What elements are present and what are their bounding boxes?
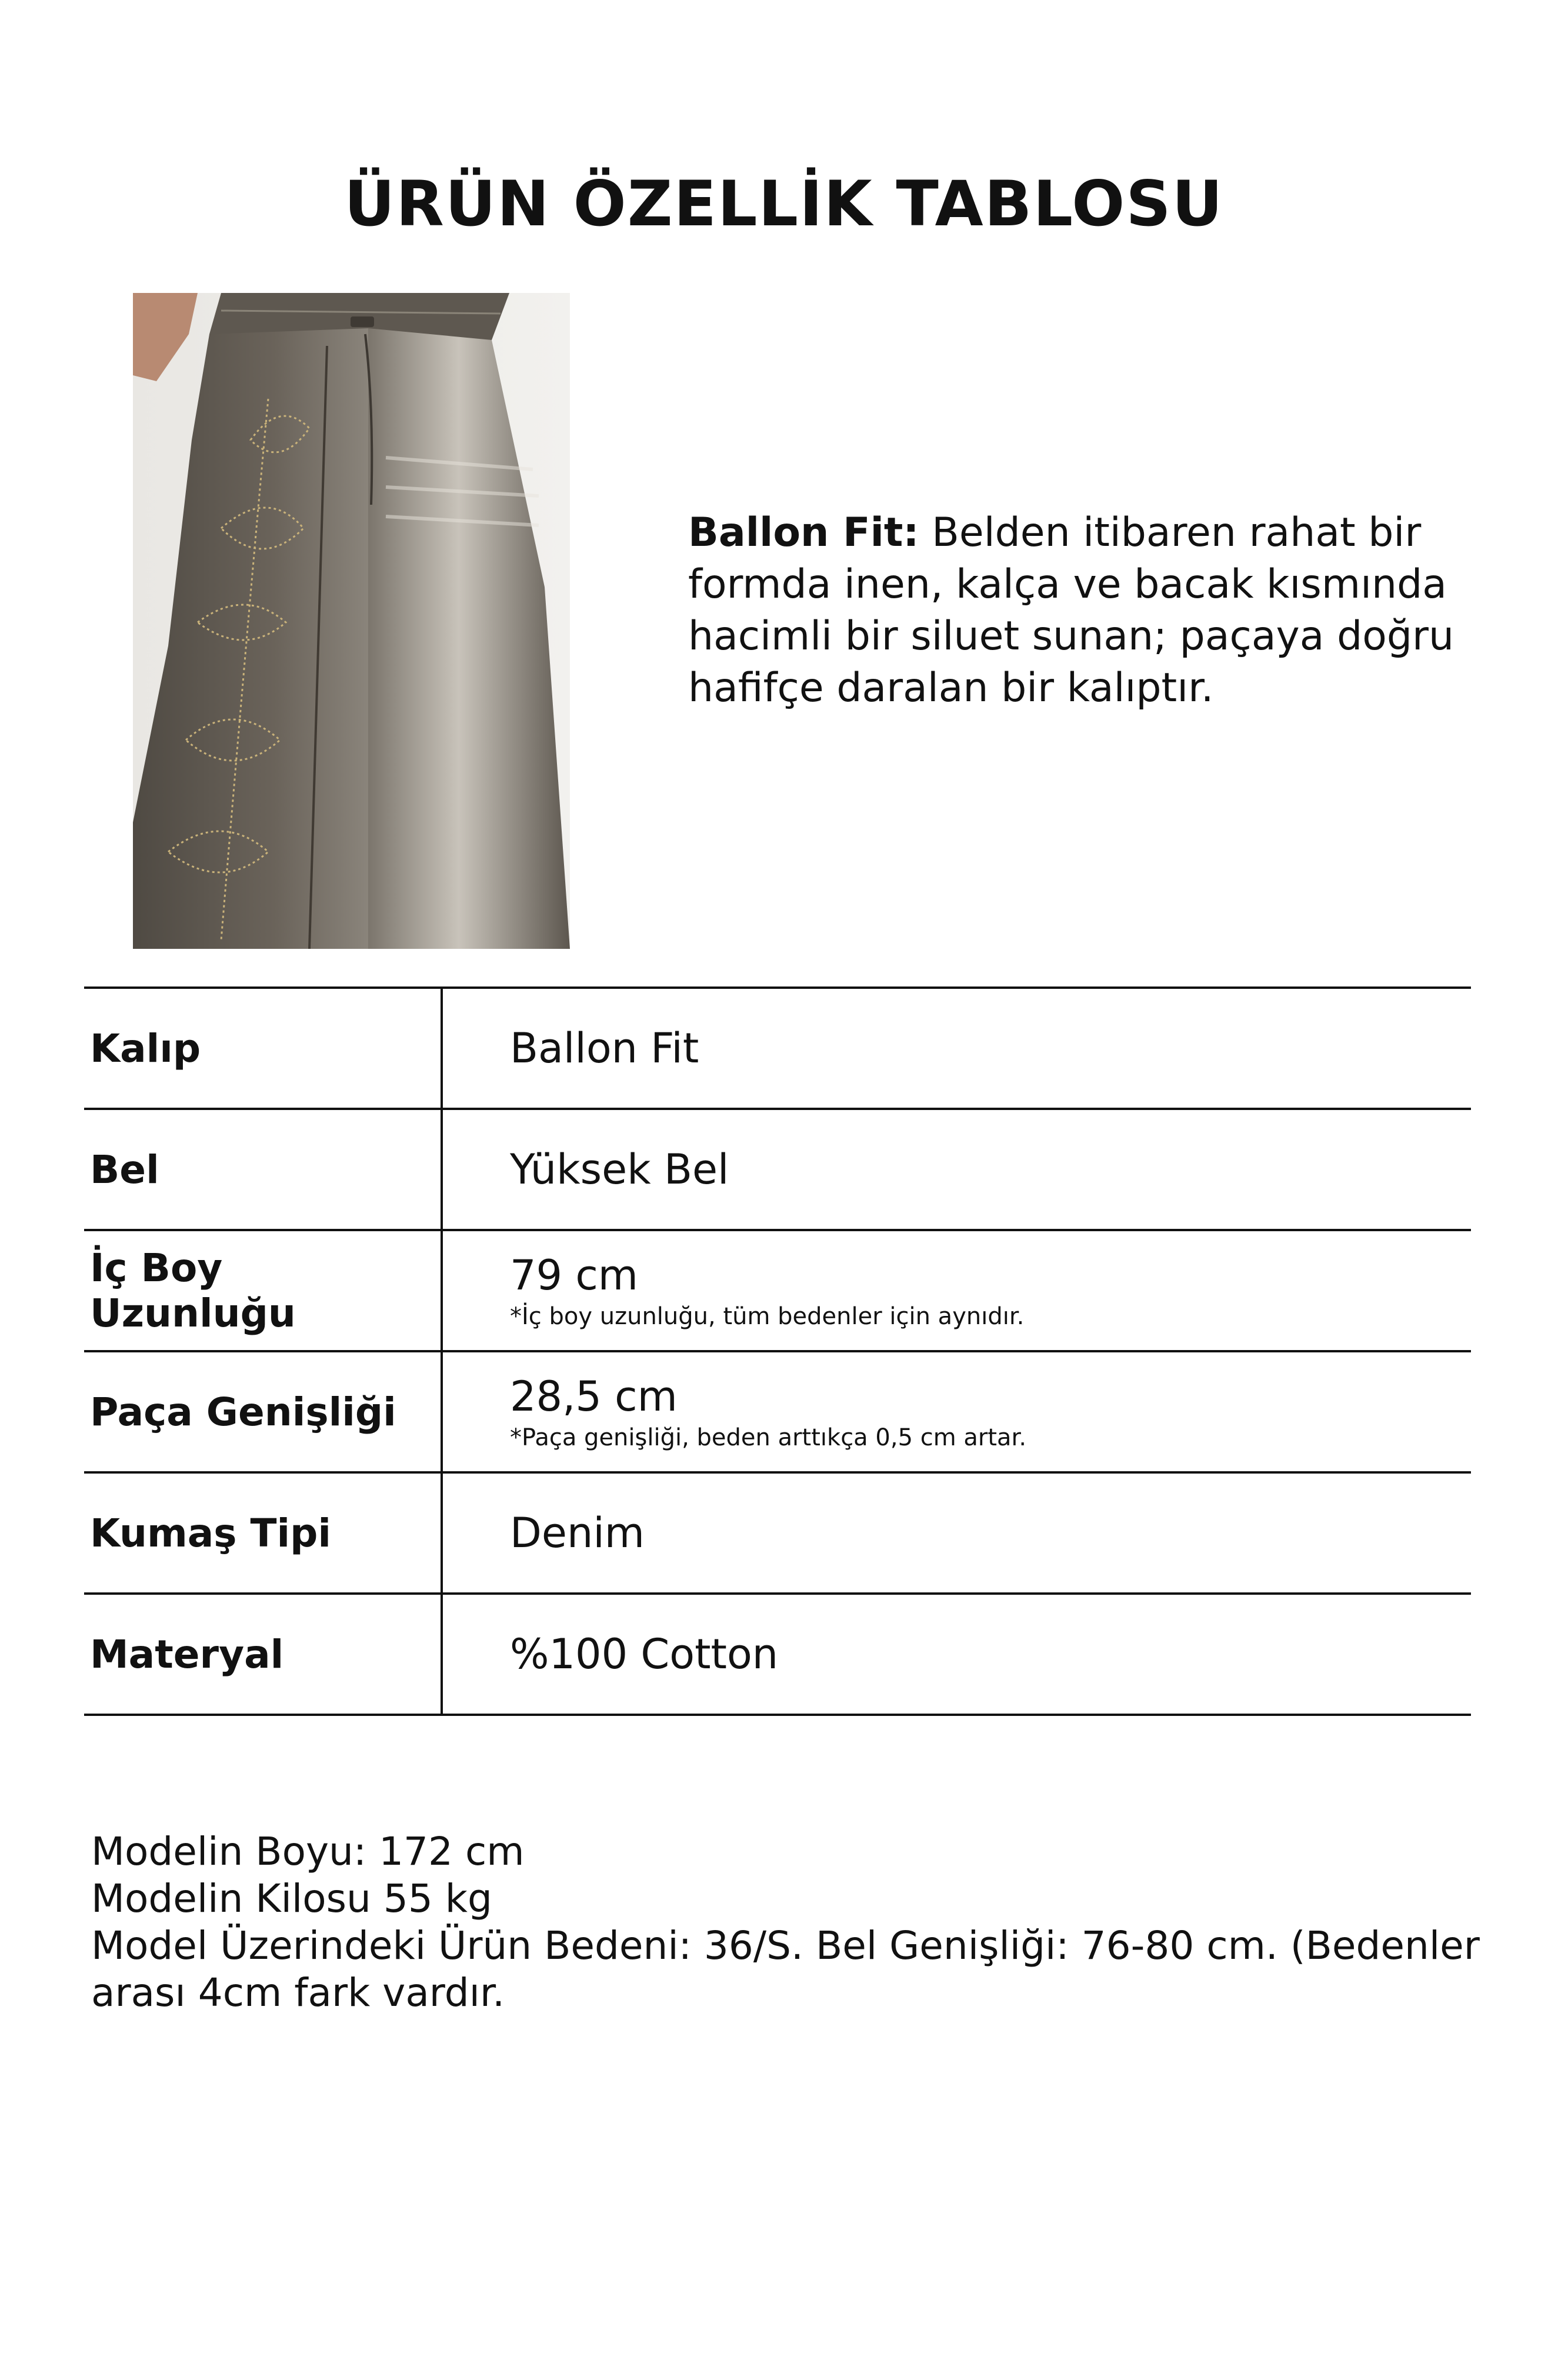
- spec-value-cell: [442, 988, 1471, 1109]
- product-photo: [133, 293, 570, 949]
- spec-key: Bel: [84, 1109, 442, 1230]
- spec-value: %100 Cotton: [510, 1630, 779, 1678]
- spec-value-cell: [442, 1109, 1471, 1230]
- spec-value: 79 cm: [510, 1251, 638, 1299]
- model-height: Modelin Boyu: 172 cm: [91, 1829, 525, 1874]
- spec-note: *Paça genişliği, beden arttıkça 0,5 cm artar.: [510, 1424, 1027, 1451]
- model-size: Model Üzerindeki Ürün Bedeni: 36/S. Bel Genişliği: 76-80 cm. (Bedenler arası 4cm fark vardır.: [91, 1923, 1480, 2015]
- spec-value: Denim: [510, 1509, 645, 1557]
- spec-value-cell: [442, 1594, 1471, 1715]
- spec-value: 28,5 cm: [510, 1372, 678, 1421]
- spec-note: *İç boy uzunluğu, tüm bedenler için aynıdır.: [510, 1303, 1025, 1330]
- spec-key: İç Boy Uzunluğu: [84, 1230, 442, 1351]
- spec-value-cell: [442, 1472, 1471, 1594]
- spec-key: Materyal: [84, 1594, 442, 1715]
- table-row: [84, 1351, 1471, 1472]
- table-row: [84, 1594, 1471, 1715]
- model-weight: Modelin Kilosu 55 kg: [91, 1876, 492, 1921]
- spec-table: [84, 986, 1471, 1716]
- page-title: ÜRÜN ÖZELLİK TABLOSU: [344, 168, 1224, 240]
- spec-value: Ballon Fit: [510, 1024, 699, 1072]
- table-row: [84, 1109, 1471, 1230]
- spec-value: Yüksek Bel: [510, 1145, 729, 1194]
- fit-label: Ballon Fit:: [688, 509, 919, 556]
- model-info: [91, 1828, 1491, 2017]
- spec-key: Kalıp: [84, 988, 442, 1109]
- spec-value-cell: [442, 1351, 1471, 1472]
- table-row: [84, 988, 1471, 1109]
- fit-description: [688, 507, 1512, 714]
- spec-key: Paça Genişliği: [84, 1351, 442, 1472]
- fit-text: Belden itibaren rahat bir formda inen, kalça ve bacak kısmında hacimli bir siluet sunan; paçaya doğru hafifçe daralan bir kalıptır.: [688, 509, 1454, 711]
- spec-key: Kumaş Tipi: [84, 1472, 442, 1594]
- denim-jeans-image: [133, 293, 570, 949]
- table-row: [84, 1230, 1471, 1351]
- table-row: [84, 1472, 1471, 1594]
- spec-value-cell: [442, 1230, 1471, 1351]
